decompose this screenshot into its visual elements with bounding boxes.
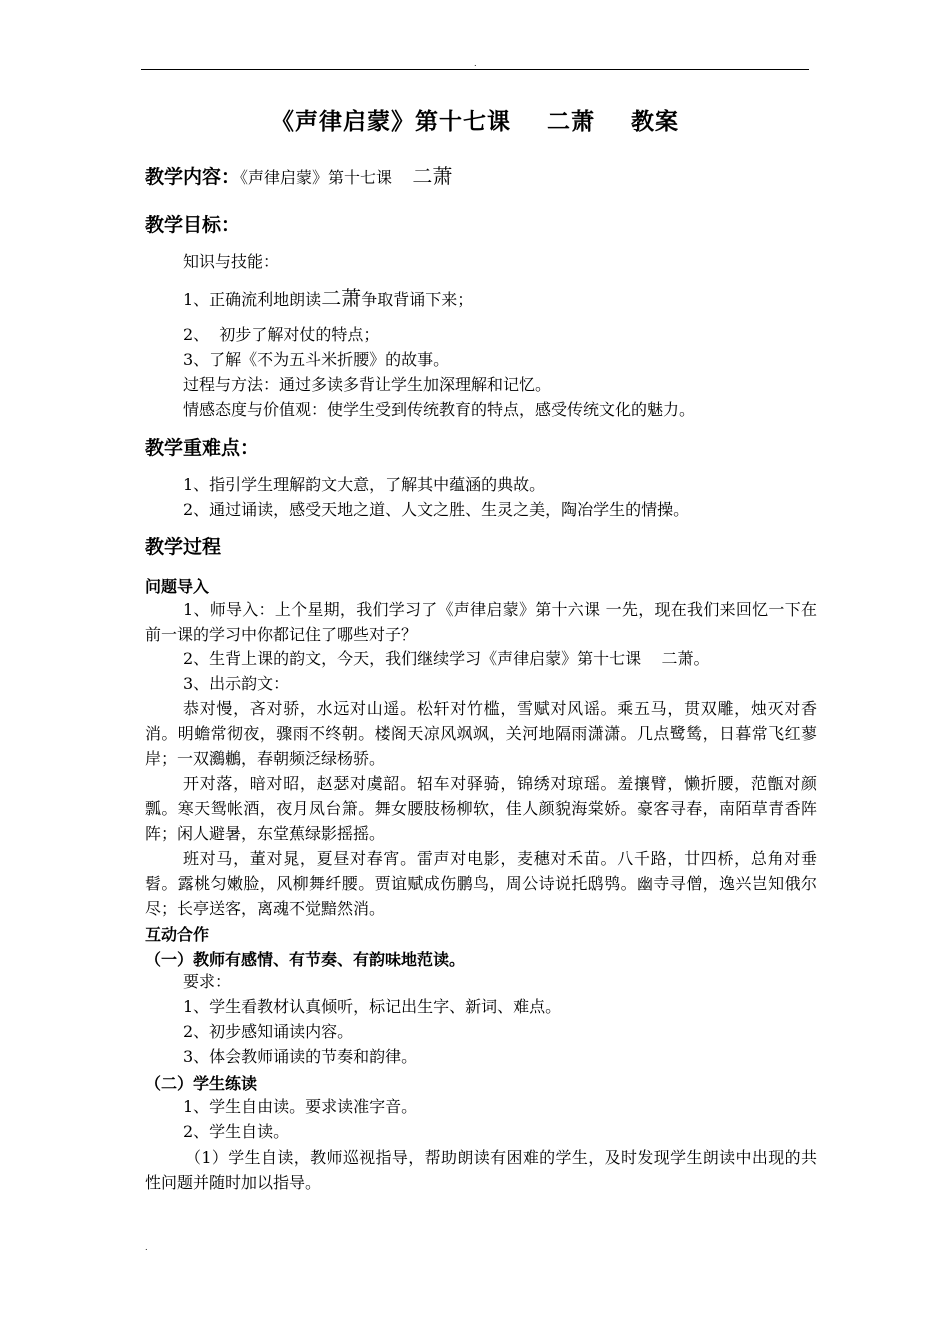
keypoint-item-2: 2、通过诵读，感受天地之道、人文之胜、生灵之美，陶冶学生的情操。: [183, 500, 690, 519]
intro-heading: 问题导入: [145, 577, 210, 596]
practice-item-3: （1）学生自读，教师巡视指导，帮助朗读有困难的学生，及时发现学生朗读中出现的共性问题并随时加以指导。: [145, 1148, 817, 1192]
objective-item-1-pre: 1、正确流利地朗读: [183, 290, 322, 309]
intro-paragraph-1: 1、师导入：上个星期，我们学习了《声律启蒙》第十六课 一先，现在我们来回忆一下在前一课的学习中你都记住了哪些对子？: [145, 600, 817, 644]
intro-paragraph-3: 3、出示韵文：: [183, 674, 290, 693]
footer-mark: .: [145, 1243, 148, 1252]
poem-stanza-1: 恭对慢，吝对骄，水远对山遥。松轩对竹槛，雪赋对风谣。乘五马，贯双雕，烛灭对香消。明蟾常彻夜，骤雨不终朝。楼阁天凉风飒飒，关河地隔雨潇潇。几点鹭鸶，日暮常飞红蓼岸；一双鸂鶒，春朝频泛绿杨骄。: [145, 699, 817, 768]
skills-label: 知识与技能：: [183, 252, 280, 271]
poem-stanza-3: 班对马，董对晁，夏昼对春宵。雷声对电影，麦穗对禾苗。八千路，廿四桥，总角对垂髫。露桃匀嫩脸，风柳舞纤腰。贾谊赋成伤鹏鸟，周公诗说托鸱鸮。幽寺寻僧，逸兴岂知俄尔尽；长亭送客，离魂不觉黯然消。: [145, 849, 817, 918]
interact-heading: 互动合作: [145, 925, 210, 944]
objective-item-2: 2、 初步了解对仗的特点；: [183, 325, 380, 344]
header-rule: [141, 69, 809, 70]
poem-stanza-2: 开对落，暗对昭，赵瑟对虞韶。轺车对驿骑，锦绣对琼瑶。羞攘臂，懒折腰，范甑对颜瓢。寒天鸳帐酒，夜月凤台箫。舞女腰肢杨柳软，佳人颜貌海棠娇。豪客寻春，南陌草青香阵阵；闲人避暑，东堂蕉绿影摇摇。: [145, 774, 817, 843]
requirement-item-2: 2、初步感知诵读内容。: [183, 1022, 354, 1041]
subsection-1: （一）教师有感情、有节奏、有韵味地范读。: [145, 950, 466, 969]
objectives-heading: 教学目标：: [145, 214, 241, 236]
content-lesson: 二萧: [412, 164, 453, 188]
page-title: 《声律启蒙》第十七课 二萧 教案: [270, 109, 680, 135]
objective-item-1-big: 二萧: [321, 286, 362, 310]
keypoints-heading: 教学重难点：: [145, 437, 260, 459]
content-line: [145, 160, 452, 189]
requirement-item-3: 3、体会教师诵读的节奏和韵律。: [183, 1047, 418, 1066]
emotion-values: 情感态度与价值观：使学生受到传统教育的特点，感受传统文化的魅力。: [183, 400, 696, 419]
content-text: 《声律启蒙》第十七课: [240, 168, 413, 187]
objective-item-3: 3、了解《不为五斗米折腰》的故事。: [183, 350, 450, 369]
practice-item-1: 1、学生自由读。要求读准字音。: [183, 1097, 418, 1116]
practice-item-2: 2、学生自读。: [183, 1122, 290, 1141]
process-heading: 教学过程: [145, 536, 222, 558]
objective-item-1-post: 争取背诵下来；: [361, 290, 474, 309]
process-method: 过程与方法：通过多读多背让学生加深理解和记忆。: [183, 375, 552, 394]
requirement-label: 要求：: [183, 972, 232, 991]
header-mark: .: [474, 59, 477, 68]
objective-item-1: [183, 287, 473, 311]
requirement-item-1: 1、学生看教材认真倾听，标记出生字、新词、难点。: [183, 997, 562, 1016]
content-label: 教学内容：: [145, 166, 241, 188]
subsection-2: （二）学生练读: [145, 1074, 258, 1093]
keypoint-item-1: 1、指引学生理解韵文大意，了解其中蕴涵的典故。: [183, 475, 546, 494]
intro-paragraph-2: 2、生背上课的韵文，今天，我们继续学习《声律启蒙》第十七课 二萧。: [183, 649, 710, 668]
